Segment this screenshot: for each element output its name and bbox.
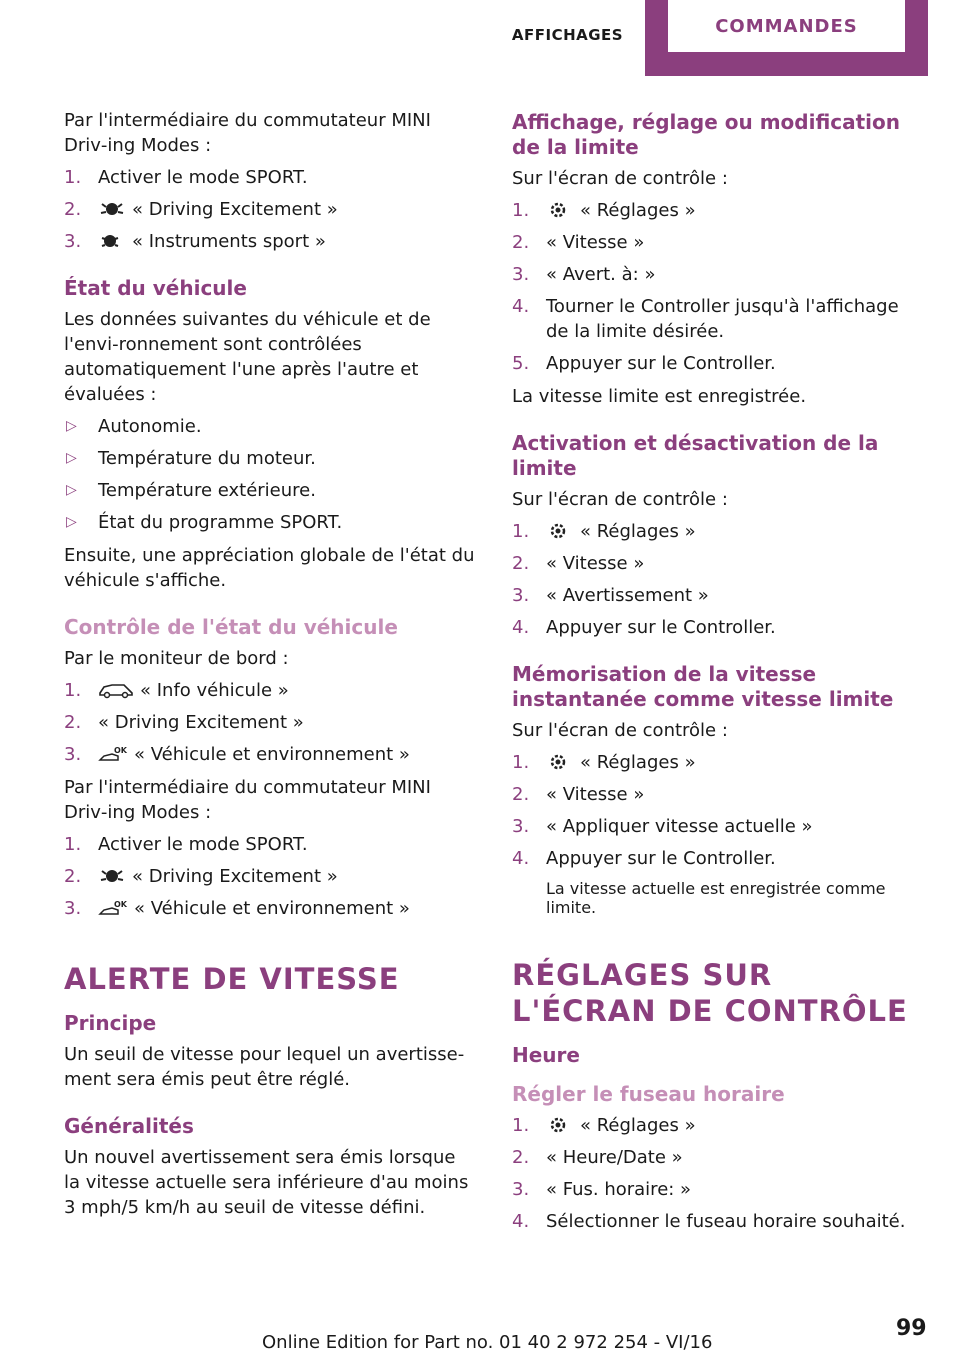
list-item: 2. « Heure/Date » — [512, 1147, 683, 1168]
driving-excitement-icon — [98, 867, 126, 885]
heading-reglages-ecran: RÉGLAGES SUR L'ÉCRAN DE CONTRÔLE — [512, 958, 908, 1028]
heading-generalites: Généralités — [64, 1114, 194, 1138]
left-column — [64, 108, 476, 1227]
list-item: 3. « Avert. à: » — [512, 264, 656, 285]
intro-paragraph: Par l'intermédiaire du commutateur MINI Driv‐ing Modes : — [64, 110, 431, 156]
list-item: 1. Activer le mode SPORT. — [64, 167, 308, 188]
car-info-icon — [98, 681, 134, 699]
svg-text:OK: OK — [114, 746, 127, 755]
intro-paragraph-2: Par l'intermédiaire du commutateur MINI Driv‐ing Modes : — [64, 777, 431, 823]
list-item: 2. « Vitesse » — [512, 553, 645, 574]
heading-alerte-vitesse: ALERTE DE VITESSE — [64, 962, 400, 996]
list-item: 3. OK « Véhicule et environnement » — [64, 744, 410, 765]
list-item: ▷ Température extérieure. — [66, 480, 316, 501]
activation-steps-list — [512, 519, 924, 640]
affichage-paragraph-2: La vitesse limite est enregistrée. — [512, 386, 807, 407]
list-item: 3. « Instruments sport » — [64, 231, 326, 252]
etat-bullet-list — [64, 414, 476, 535]
memo-paragraph: Sur l'écran de contrôle : — [512, 720, 728, 741]
etat-paragraph: Les données suivantes du véhicule et de l'envi‐ronnement sont contrôlées automatiquement l'une après l'autre et évaluées : — [64, 309, 431, 405]
settings-gear-icon — [546, 753, 574, 771]
heading-etat-vehicule: État du véhicule — [64, 276, 247, 300]
memo-steps-list — [512, 750, 924, 871]
heading-affichage-limite: Affichage, réglage ou modification de la limite — [512, 110, 901, 159]
list-item: 1. « Réglages » — [512, 752, 696, 773]
list-item: 1. « Réglages » — [512, 200, 696, 221]
list-item: 2. « Vitesse » — [512, 232, 645, 253]
list-item: 1. « Réglages » — [512, 521, 696, 542]
list-item: 4. Appuyer sur le Controller. — [512, 848, 776, 869]
header-tabs — [490, 0, 930, 76]
affichage-steps-list — [512, 198, 924, 376]
heading-principe: Principe — [64, 1011, 157, 1035]
sport-steps-list — [64, 165, 476, 254]
sport-instruments-icon — [98, 232, 126, 250]
settings-gear-icon — [546, 522, 574, 540]
list-item: 4. Appuyer sur le Controller. — [512, 617, 776, 638]
tab-affichages[interactable]: AFFICHAGES — [511, 26, 624, 44]
activation-paragraph: Sur l'écran de contrôle : — [512, 489, 728, 510]
list-item: ▷ Température du moteur. — [66, 448, 316, 469]
settings-gear-icon — [546, 201, 574, 219]
list-item: 2. « Vitesse » — [512, 784, 645, 805]
sport-steps-list-2 — [64, 832, 476, 921]
fuseau-steps-list — [512, 1113, 924, 1234]
list-item: 4. Sélectionner le fuseau horaire souhaité. — [512, 1211, 906, 1232]
list-item: 1. « Réglages » — [512, 1115, 696, 1136]
memo-result-text: La vitesse actuelle est enregistrée comme limite. — [546, 879, 886, 917]
etat-paragraph-2: Ensuite, une appréciation globale de l'état du véhicule s'affiche. — [64, 545, 475, 591]
principe-paragraph: Un seuil de vitesse pour lequel un avertisse‐ment sera émis peut être réglé. — [64, 1044, 465, 1090]
footer-edition-text: Online Edition for Part no. 01 40 2 972 254 - VI/16 — [262, 1332, 713, 1353]
page-number: 99 — [896, 1316, 927, 1341]
generalites-paragraph: Un nouvel avertissement sera émis lorsque la vitesse actuelle sera inférieure d'au moins 3 mph/5 km/h au seuil de vitesse défini. — [64, 1147, 469, 1218]
heading-controle-etat: Contrôle de l'état du véhicule — [64, 615, 398, 639]
tab-commandes-label: COMMANDES — [668, 0, 905, 52]
heading-memorisation-vitesse: Mémorisation de la vitesse instantanée comme vitesse limite — [512, 662, 894, 711]
svg-text:OK: OK — [114, 900, 127, 909]
list-item: ▷ État du programme SPORT. — [66, 512, 343, 533]
right-column — [512, 108, 924, 1242]
vehicle-ok-icon — [98, 745, 128, 763]
list-item: 3. « Fus. horaire: » — [512, 1179, 692, 1200]
affichage-paragraph: Sur l'écran de contrôle : — [512, 168, 728, 189]
list-item: 5. Appuyer sur le Controller. — [512, 353, 776, 374]
heading-fuseau-horaire: Régler le fuseau horaire — [512, 1082, 785, 1106]
list-item: 2. « Driving Excitement » — [64, 866, 338, 887]
heading-heure: Heure — [512, 1043, 580, 1067]
list-item: 1. Activer le mode SPORT. — [64, 834, 308, 855]
list-item: 4. Tourner le Controller jusqu'à l'affichage de la limite désirée. — [512, 296, 899, 342]
settings-gear-icon — [546, 1116, 574, 1134]
heading-activation-limite: Activation et désactivation de la limite — [512, 431, 879, 480]
vehicle-ok-icon — [98, 899, 128, 917]
list-item: 3. OK « Véhicule et environnement » — [64, 898, 410, 919]
driving-excitement-icon — [98, 200, 126, 218]
controle-steps-list — [64, 678, 476, 767]
tab-commandes[interactable] — [645, 0, 928, 76]
list-item: 2. « Driving Excitement » — [64, 199, 338, 220]
list-item: 1. « Info véhicule » — [64, 680, 289, 701]
list-item: 3. « Avertissement » — [512, 585, 709, 606]
list-item: ▷ Autonomie. — [66, 416, 202, 437]
list-item: 3. « Appliquer vitesse actuelle » — [512, 816, 813, 837]
list-item: 2. « Driving Excitement » — [64, 712, 304, 733]
controle-paragraph: Par le moniteur de bord : — [64, 648, 289, 669]
